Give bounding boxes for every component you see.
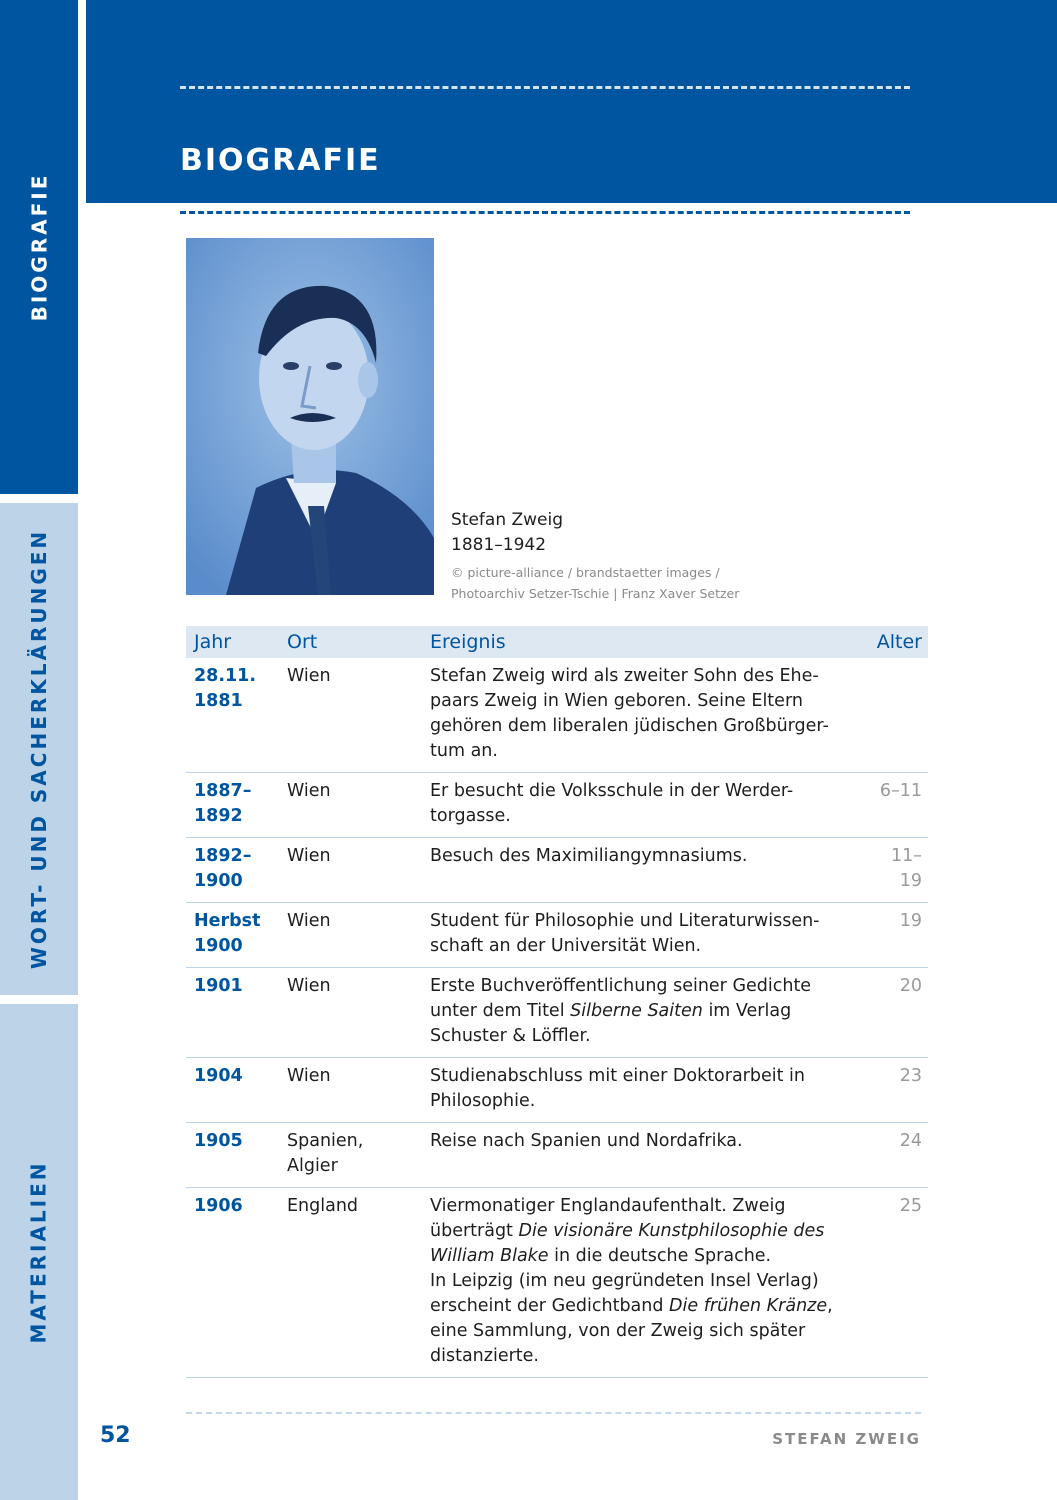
header-divider [180, 86, 910, 89]
side-tab-label: MATERIALIEN [27, 1160, 52, 1344]
cell-ort: Wien [279, 1058, 422, 1123]
table-row [186, 838, 928, 903]
side-tab-materialien[interactable] [0, 1004, 78, 1500]
table-row [186, 1188, 928, 1378]
italic-title: Silberne Saiten [570, 1001, 703, 1021]
table-row [186, 1123, 928, 1188]
italic-title: Die frühen Kränze [669, 1296, 828, 1316]
cell-alter: 6–11 [865, 773, 928, 838]
biography-table [186, 626, 928, 1378]
column-header-ereignis: Ereignis [422, 626, 865, 658]
portrait-photo [186, 238, 434, 595]
column-header-alter: Alter [865, 626, 928, 658]
cell-jahr: Herbst 1900 [186, 903, 279, 968]
photo-credit [451, 562, 739, 604]
cell-jahr: 1901 [186, 968, 279, 1058]
table-row [186, 1058, 928, 1123]
cell-ereignis: Erste Buchveröffentlichung seiner Gedichte unter dem Titel Silberne Saiten im Verlag Schuster & Löffler. [422, 968, 865, 1058]
photo-credit-line: Photoarchiv Setzer-Tschie | Franz Xaver Setzer [451, 586, 740, 601]
italic-title: Die visionäre Kunstphilosophie des [518, 1221, 825, 1241]
cell-ort: Wien [279, 903, 422, 968]
cell-jahr: 1906 [186, 1188, 279, 1378]
column-header-ort: Ort [279, 626, 422, 658]
cell-alter: 23 [865, 1058, 928, 1123]
cell-alter: 11–19 [865, 838, 928, 903]
cell-jahr: 1904 [186, 1058, 279, 1123]
cell-ort: Wien [279, 838, 422, 903]
cell-ereignis: Studienabschluss mit einer Doktorarbeit in Philosophie. [422, 1058, 865, 1123]
table-row [186, 658, 928, 773]
side-tab-wort-und-sacherklaerungen[interactable] [0, 503, 78, 995]
table-row [186, 773, 928, 838]
cell-ereignis: Reise nach Spanien und Nordafrika. [422, 1123, 865, 1188]
cell-ort: Spanien, Algier [279, 1123, 422, 1188]
cell-ereignis: Besuch des Maximiliangymnasiums. [422, 838, 865, 903]
caption-years: 1881–1942 [451, 535, 547, 555]
page-title: BIOGRAFIE [180, 143, 381, 178]
cell-ereignis: Stefan Zweig wird als zweiter Sohn des Ehe- paars Zweig in Wien geboren. Seine Eltern gehören dem liberalen jüdischen Großbürger- tum an. [422, 658, 865, 773]
cell-ort: Wien [279, 658, 422, 773]
italic-title: William Blake [430, 1246, 549, 1266]
cell-jahr: 1905 [186, 1123, 279, 1188]
portrait-illustration [186, 238, 434, 595]
page-number: 52 [100, 1423, 131, 1448]
cell-alter [865, 658, 928, 773]
portrait-caption [451, 508, 739, 604]
column-header-jahr: Jahr [186, 626, 279, 658]
cell-ereignis: Er besucht die Volksschule in der Werder- torgasse. [422, 773, 865, 838]
footer-divider [186, 1412, 921, 1414]
cell-alter: 25 [865, 1188, 928, 1378]
cell-alter: 24 [865, 1123, 928, 1188]
cell-jahr: 28.11. 1881 [186, 658, 279, 773]
cell-jahr: 1892– 1900 [186, 838, 279, 903]
running-head: STEFAN ZWEIG [772, 1430, 921, 1448]
cell-ort: Wien [279, 773, 422, 838]
photo-credit-line: © picture-alliance / brandstaetter images / [451, 565, 720, 580]
table-row [186, 903, 928, 968]
caption-name: Stefan Zweig [451, 510, 564, 530]
cell-alter: 19 [865, 903, 928, 968]
side-tab-label: WORT- UND SACHERKLÄRUNGEN [27, 528, 52, 970]
cell-ereignis: Viermonatiger Englandaufenthalt. Zweig überträgt Die visionäre Kunstphilosophie des William Blake in die deutsche Sprache. In Leipzig (im neu gegründeten Insel Verlag) erscheint der Gedichtband Die frühen Kränze, eine Sammlung, von der Zweig sich später distanzierte. [422, 1188, 865, 1378]
cell-ort: England [279, 1188, 422, 1378]
table-header-row [186, 626, 928, 658]
cell-ereignis: Student für Philosophie und Literaturwissen- schaft an der Universität Wien. [422, 903, 865, 968]
side-tab-biografie[interactable] [0, 0, 78, 494]
header-divider [180, 211, 910, 214]
side-tab-label: BIOGRAFIE [27, 172, 51, 322]
table-row [186, 968, 928, 1058]
cell-ort: Wien [279, 968, 422, 1058]
cell-alter: 20 [865, 968, 928, 1058]
cell-jahr: 1887– 1892 [186, 773, 279, 838]
